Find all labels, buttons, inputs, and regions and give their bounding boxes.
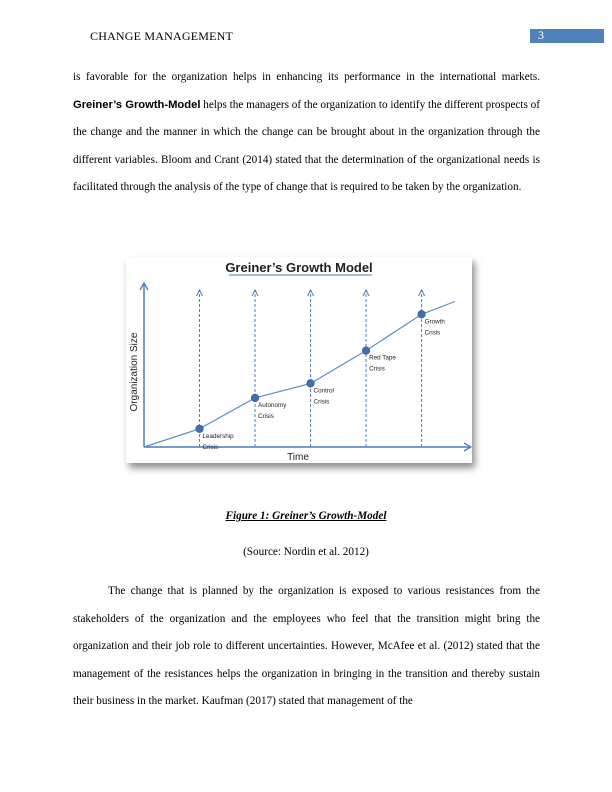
paragraph-1-text-a: is favorable for the organization helps in enhancing its performance in the international markets. [73,71,540,83]
crisis-label-line2: Crisis [313,398,330,406]
figure-source: (Source: Nordin et al. 2012) [243,546,369,558]
crisis-label-line1: Control [313,387,334,395]
crisis-label-line1: Autonomy [258,401,287,409]
page-number: 3 [538,28,544,42]
page-number-box [530,29,604,43]
crisis-label-line2: Crisis [258,412,274,420]
crisis-label-line1: Red Tape [369,354,396,362]
figure-caption: Figure 1: Greiner’s Growth-Model [225,510,387,522]
crisis-point [362,347,370,355]
crisis-label-line2: Crisis [202,443,219,451]
model-term-bold: Greiner’s Growth-Model [73,98,201,111]
y-axis-label: Organization Size [129,332,140,412]
growth-model-figure [126,257,472,463]
running-head: CHANGE MANAGEMENT [90,29,234,43]
crisis-point [251,394,259,402]
growth-line [144,302,455,448]
crisis-point [418,310,426,318]
body-paragraph-1 [73,64,540,202]
crisis-label-line2: Crisis [369,365,385,373]
crisis-point [307,380,315,388]
crisis-point [196,425,204,433]
chart-title: Greiner’s Growth Model [225,260,373,275]
crisis-label-line1: Leadership [202,432,234,440]
growth-model-chart [126,257,472,463]
crisis-label-line1: Growth [424,318,445,326]
paragraph-1-text-b: helps the managers of the organization to identify the different prospects of the change and the manner in which the change can be brought about in the organization through the different variables. Bloom and Crant (2014) stated that the determination of the organizational needs is facilitated through the analysis of the type of change that is required to be taken by the organization. [73,98,540,194]
body-paragraph-2: The change that is planned by the organization is exposed to various resistances from the stakeholders of the organization and the employees who feel that the transition might bring the organization and their job role to different uncertainties. However, McAfee et al. (2012) stated that the management of the resistances helps the organization in bringing in the transition and thereby sustain their business in the market. Kaufman (2017) stated that management of the [73,585,540,708]
x-axis-label: Time [287,452,309,463]
crisis-label-line2: Crisis [424,329,441,337]
